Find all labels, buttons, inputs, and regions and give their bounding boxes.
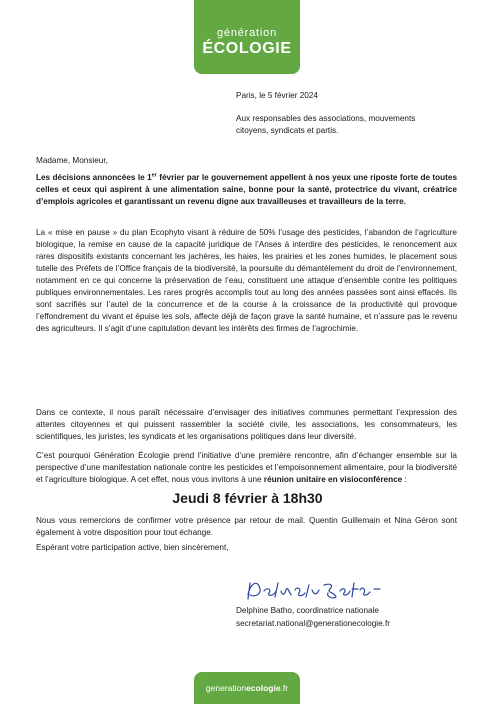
logo-line-2: ÉCOLOGIE bbox=[202, 40, 292, 57]
site-suffix: .fr bbox=[280, 683, 289, 693]
signer-name: Delphine Batho, coordinatrice nationale bbox=[236, 606, 379, 615]
paragraph-4 bbox=[36, 450, 457, 486]
paragraph-3: Dans ce contexte, il nous paraît nécessaire d’envisager des initiatives communes permettant l’expression des attentes citoyennes et qui puissent rassembler la société civile, les associations, les consommateurs, les scientifiques, les juristes, les syndicats et les organisations politiques dans leur diversité. bbox=[36, 408, 457, 441]
paragraph-2: La « mise en pause » du plan Ecophyto visant à réduire de 50% l’usage des pesticides, l’abandon de l’agriculture biologique, la remise en cause de la capacité juridique de l’Anses à interdire des pesticides, le renoncement aux rares dispositifs existants concernant les jachères, les haies, les prairies et les zones humides, le placement sous tutelle des Préfets de l’Office français de la biodiversité, la poursuite du démantèlement du droit de l’environnement, notamment en ce qui concerne la préservation de l’eau, constituent une attaque d’ensemble contre les politiques publiques environnementales. Les rares progrès accomplis tout au long des années passées sont ainsi effacés. Ils sont sacrifiés sur l’autel de la concurrence et de la course à la croissance de la productivité qui provoque l’effondrement du vivant et épuise les sols, affecte déjà de façon grave la santé humaine, et n’assure pas le revenu des agriculteurs. Il s’agit d’une capitulation devant les intérêts des firmes de l’agrochimie. bbox=[36, 228, 457, 333]
meeting-type: réunion unitaire en visioconférence bbox=[263, 475, 403, 484]
paragraph-1 bbox=[36, 172, 457, 208]
paragraph-4-start: C’est pourquoi Génération Écologie prend l’initiative d’une première rencontre, afin d’échanger ensemble sur la perspective d’une manifestation nationale contre les pesticides et l’empoisonnement alimentaire, pour la biodiversité et l’agriculture biologique. A cet effet, nous vous invitons à une bbox=[36, 451, 457, 484]
logo-line-1: génération bbox=[217, 27, 277, 39]
paragraph-6: Nous vous remercions de confirmer votre présence par retour de mail. Quentin Guillemain et Nina Géron sont également à votre disposition pour tout échange. bbox=[36, 516, 457, 537]
paragraph-1-start: Les décisions annoncées le 1 bbox=[36, 173, 152, 182]
handwritten-signature bbox=[240, 575, 390, 603]
generation-ecologie-logo bbox=[194, 0, 300, 74]
closing-line: Espérant votre participation active, bien sincèrement, bbox=[36, 543, 229, 552]
letter-recipients: Aux responsables des associations, mouvements citoyens, syndicats et partis. bbox=[236, 114, 416, 135]
signer-email: secretariat.national@generationecologie.fr bbox=[236, 619, 390, 628]
letter-date: Paris, le 5 février 2024 bbox=[236, 91, 318, 100]
salutation: Madame, Monsieur, bbox=[36, 156, 108, 165]
meeting-date: Jeudi 8 février à 18h30 bbox=[172, 490, 323, 506]
website-footer-badge bbox=[194, 672, 300, 704]
site-bold: ecologie bbox=[246, 683, 281, 693]
paragraph-4-end: : bbox=[402, 475, 407, 484]
ordinal-suffix: er bbox=[151, 172, 157, 179]
paragraph-1-rest: février par le gouvernement appellent à nos yeux une riposte forte de toutes celles et ceux qui aspirent à une alimentation saine, bonne pour la santé, protectrice du vivant, créatrice d’emplois agricoles et garantissant un revenu digne aux travailleuses et travailleurs de la terre. bbox=[36, 173, 457, 206]
site-prefix: generation bbox=[205, 683, 247, 693]
